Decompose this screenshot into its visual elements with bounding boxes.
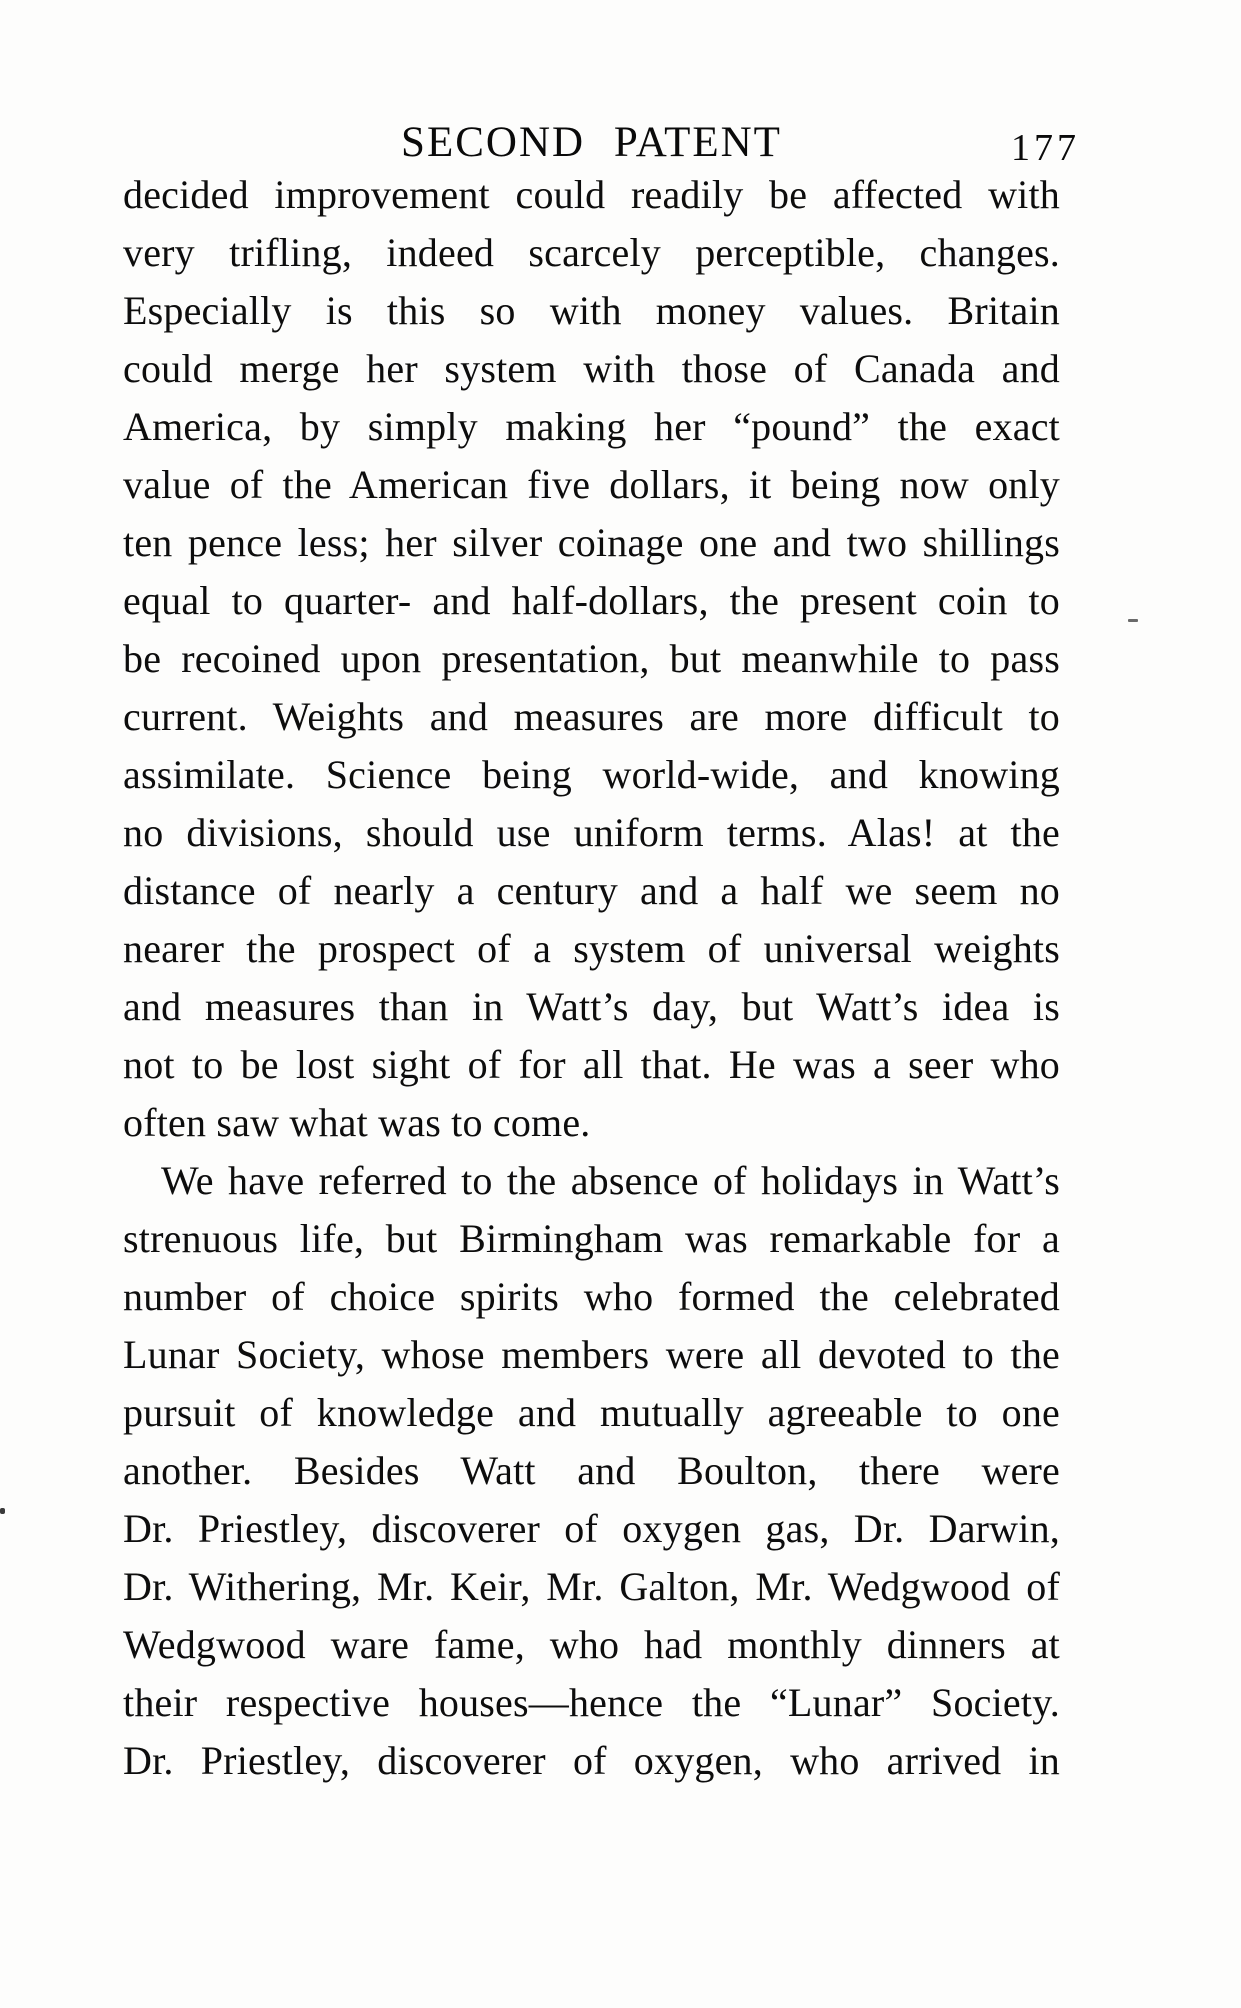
paragraph — [123, 1152, 1060, 1790]
text-line: decided improvement could readily be affected with — [123, 172, 1060, 217]
text-line: and measures than in Watt’s day, but Watt’s idea is — [123, 984, 1060, 1029]
scan-artifact-dash — [1128, 619, 1138, 622]
body-text — [123, 166, 1060, 1790]
text-line: another. Besides Watt and Boulton, there were — [123, 1448, 1060, 1493]
text-line: strenuous life, but Birmingham was remarkable for a — [123, 1216, 1060, 1261]
text-line: Wedgwood ware fame, who had monthly dinners at — [123, 1622, 1060, 1667]
text-line: current. Weights and measures are more difficult to — [123, 694, 1060, 739]
text-line: Especially is this so with money values. Britain — [123, 288, 1060, 333]
paragraph — [123, 166, 1060, 1152]
text-line: not to be lost sight of for all that. He was a seer who — [123, 1042, 1060, 1087]
text-line: no divisions, should use uniform terms. Alas! at the — [123, 810, 1060, 855]
text-line: equal to quarter- and half-dollars, the present coin to — [123, 578, 1060, 623]
text-line: We have referred to the absence of holidays in Watt’s — [161, 1158, 1060, 1203]
text-line: Dr. Priestley, discoverer of oxygen, who arrived in — [123, 1738, 1060, 1783]
text-line: nearer the prospect of a system of universal weights — [123, 926, 1060, 971]
text-line: America, by simply making her “pound” the exact — [123, 404, 1060, 449]
page-number: 177 — [1011, 127, 1080, 169]
scan-artifact-dot — [0, 1508, 5, 1514]
text-line: be recoined upon presentation, but meanwhile to pass — [123, 636, 1060, 681]
text-line: assimilate. Science being world-wide, and knowing — [123, 752, 1060, 797]
text-line: number of choice spirits who formed the celebrated — [123, 1274, 1060, 1319]
text-line: Dr. Priestley, discoverer of oxygen gas, Dr. Darwin, — [123, 1506, 1060, 1551]
text-line: Lunar Society, whose members were all devoted to the — [123, 1332, 1060, 1377]
text-line: distance of nearly a century and a half we seem no — [123, 868, 1060, 913]
running-header-title: SECOND PATENT — [401, 119, 782, 166]
text-line: ten pence less; her silver coinage one and two shillings — [123, 520, 1060, 565]
text-line: could merge her system with those of Canada and — [123, 346, 1060, 391]
text-line: value of the American five dollars, it being now only — [123, 462, 1060, 507]
text-line: Dr. Withering, Mr. Keir, Mr. Galton, Mr. Wedgwood of — [123, 1564, 1060, 1609]
text-line: very trifling, indeed scarcely perceptible, changes. — [123, 230, 1060, 275]
text-line: often saw what was to come. — [123, 1100, 591, 1145]
text-line: pursuit of knowledge and mutually agreeable to one — [123, 1390, 1060, 1435]
text-line: their respective houses—hence the “Lunar” Society. — [123, 1680, 1060, 1725]
